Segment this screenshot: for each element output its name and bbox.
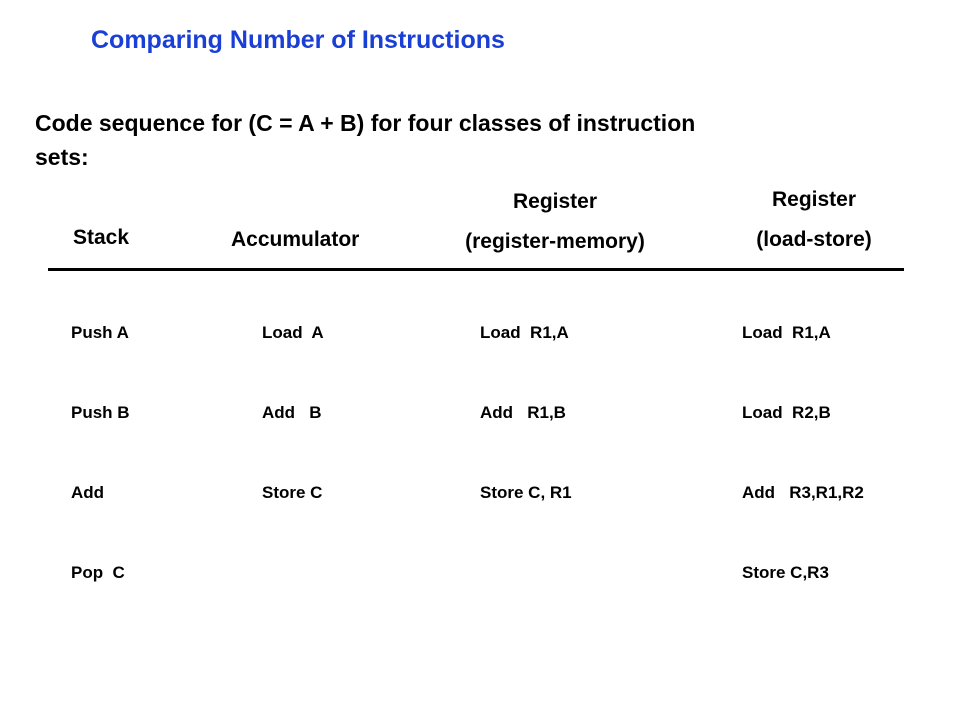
code-line: Store C, R1 — [480, 483, 572, 502]
code-line: Load R1,A — [742, 323, 831, 342]
code-line: Store C — [262, 483, 323, 502]
header-register-memory-line1: Register — [512, 190, 598, 213]
code-line: Store C,R3 — [742, 563, 829, 582]
code-line: Add — [71, 483, 105, 502]
code-column-register-memory — [480, 283, 572, 563]
slide-subtitle: Code sequence for (C = A + B) for four classes of instruction sets: — [35, 110, 696, 170]
code-line: Load R2,B — [742, 403, 831, 422]
code-line: Push B — [71, 403, 130, 422]
code-column-stack — [71, 283, 130, 643]
header-load-store-line2: (load-store) — [756, 228, 872, 251]
code-line: Pop C — [71, 563, 125, 582]
code-line: Add R3,R1,R2 — [742, 483, 864, 502]
slide-title: Comparing Number of Instructions — [91, 26, 505, 54]
header-load-store-line1: Register — [771, 188, 857, 211]
header-stack: Stack — [73, 226, 130, 249]
code-column-accumulator — [262, 283, 324, 563]
code-line: Add B — [262, 403, 322, 422]
code-line: Load A — [262, 323, 324, 342]
code-line: Load R1,A — [480, 323, 569, 342]
header-accumulator: Accumulator — [231, 228, 360, 251]
header-divider — [48, 268, 904, 271]
header-register-memory-line2: (register-memory) — [465, 230, 645, 253]
code-line: Add R1,B — [480, 403, 566, 422]
code-line: Push A — [71, 323, 129, 342]
code-column-load-store — [742, 283, 864, 643]
